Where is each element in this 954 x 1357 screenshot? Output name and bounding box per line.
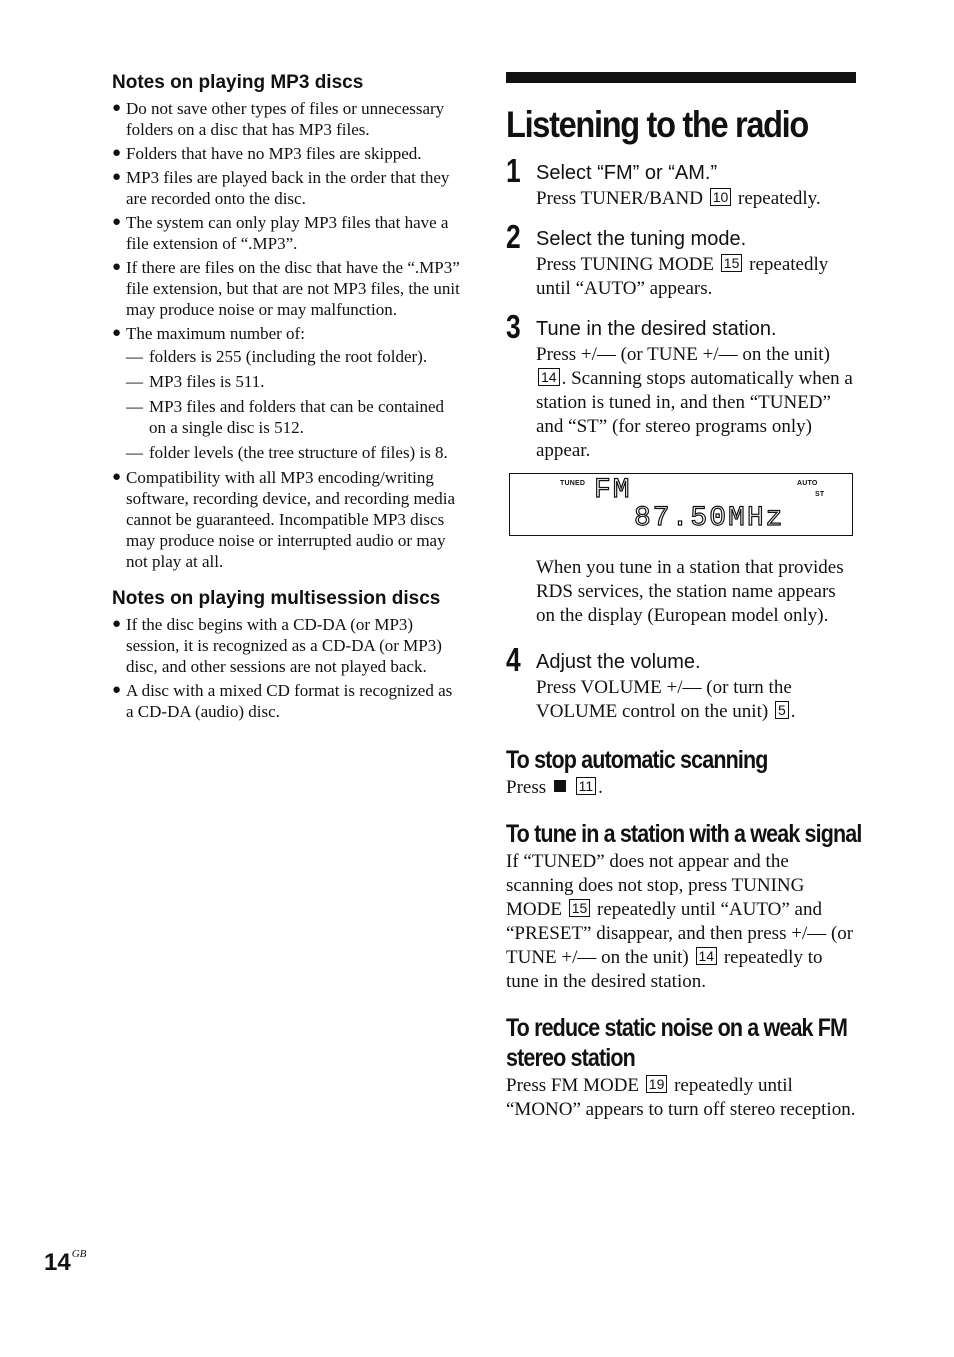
rds-note: When you tune in a station that provides RDS services, the station name appears on the display (European model only). (536, 557, 844, 626)
static-noise-heading-line2: stereo station (506, 1044, 635, 1072)
multisession-notes-heading: Notes on playing multisession discs (112, 588, 441, 609)
tuned-indicator: TUNED (560, 480, 586, 487)
region-code: GB (71, 1248, 87, 1260)
sub-list-item: — folder levels (the tree structure of files) is 8. (126, 443, 448, 462)
step-heading: Select “FM” or “AM.” (536, 162, 718, 184)
list-item: ● Folders that have no MP3 files are skipped. (112, 144, 422, 163)
right-column (506, 72, 862, 1142)
stereo-indicator: ST (815, 491, 825, 498)
sub-list-item: — MP3 files is 511. (126, 372, 265, 391)
control-ref-badge: 19 (646, 1075, 668, 1093)
stop-scanning-heading: To stop automatic scanning (506, 746, 768, 774)
dash-icon: — (126, 347, 143, 366)
stop-icon (554, 780, 566, 792)
step-3 (506, 308, 856, 628)
list-item: ● If the disc begins with a CD-DA (or MP3) session, it is recognized as a CD-DA (or MP3) disc, and other sessions are not played back. (112, 615, 442, 676)
list-item: ● Do not save other types of files or unnecessary folders on a disc that has MP3 files. (112, 99, 445, 139)
static-noise-heading-line1: To reduce static noise on a weak FM (506, 1014, 848, 1042)
bullet-icon: ● (112, 469, 122, 485)
bullet-icon: ● (112, 100, 122, 116)
list-item: ● The system can only play MP3 files that have a file extension of “.MP3”. (112, 213, 449, 253)
list-item: ● A disc with a mixed CD format is recognized as a CD-DA (audio) disc. (112, 681, 453, 721)
bullet-icon: ● (112, 169, 122, 185)
list-item: ● The maximum number of: — folders is 255 (including the root folder). — MP3 files is 511. — MP3 files and folders that can be contained on a single disc is 512. — folder levels (the tree structure of files) is 8. (112, 323, 464, 463)
dash-icon: — (126, 443, 143, 462)
control-ref-badge: 11 (576, 777, 597, 795)
step-number: 4 (506, 641, 521, 678)
list-item: ● Compatibility with all MP3 encoding/writing software, recording device, and recording media cannot be guaranteed. Incompatible MP3 discs may produce noise or interrupted audio or may not play at all. (112, 468, 455, 571)
bullet-icon: ● (112, 145, 122, 161)
left-column (112, 72, 464, 725)
sub-list-item: — folders is 255 (including the root folder). (126, 347, 428, 366)
radio-display-illustration (509, 473, 853, 536)
control-ref-badge: 14 (538, 368, 560, 386)
page-title: Listening to the radio (506, 104, 808, 145)
list-item: ● MP3 files are played back in the order that they are recorded onto the disc. (112, 168, 450, 208)
list-item: ● If there are files on the disc that have the “.MP3” file extension, but that are not MP3 files, the unit may produce noise or may malfunction. (112, 258, 460, 319)
step-body: Press TUNER/BAND 10 repeatedly. (536, 188, 821, 209)
control-ref-badge: 15 (569, 899, 591, 917)
auto-indicator: AUTO (797, 480, 818, 487)
bullet-icon: ● (112, 616, 122, 632)
multisession-notes-list (112, 614, 464, 722)
dash-icon: — (126, 397, 143, 416)
step-2 (506, 218, 856, 301)
static-noise-body: Press FM MODE 19 repeatedly until “MONO” appears to turn off stereo reception. (506, 1075, 856, 1120)
control-ref-badge: 5 (775, 701, 789, 719)
control-ref-badge: 15 (721, 254, 743, 272)
page-number: $14^{GB}$ (44, 1248, 87, 1276)
stop-scanning-body: Press 11 . (506, 777, 603, 798)
band-readout: FM (594, 475, 632, 506)
step-4 (506, 641, 856, 724)
step-1 (506, 152, 856, 211)
sub-list-item: — MP3 files and folders that can be contained on a single disc is 512. (126, 397, 445, 437)
step-number: 1 (506, 152, 521, 189)
bullet-icon: ● (112, 214, 122, 230)
step-number: 3 (506, 308, 521, 345)
step-body: Press VOLUME +/— (or turn the VOLUME control on the unit) 5 . (536, 677, 796, 722)
mp3-notes-list (112, 98, 464, 572)
control-ref-badge: 14 (696, 947, 718, 965)
step-body: Press +/— (or TUNE +/— on the unit) 14 . Scanning stops automatically when a station is tuned in, and then “TUNED” and “ST” (for stereo programs only) appear. (536, 344, 853, 461)
max-number-sublist (126, 346, 464, 463)
weak-signal-heading: To tune in a station with a weak signal (506, 820, 862, 848)
frequency-readout: 87.50MHz (634, 503, 785, 534)
control-ref-badge: 10 (710, 188, 732, 206)
bullet-icon: ● (112, 682, 122, 698)
title-rule (506, 72, 856, 83)
step-heading: Adjust the volume. (536, 651, 701, 673)
bullet-icon: ● (112, 325, 122, 341)
dash-icon: — (126, 372, 143, 391)
step-body: Press TUNING MODE 15 repeatedly until “AUTO” appears. (536, 254, 829, 299)
bullet-icon: ● (112, 259, 122, 275)
step-number: 2 (506, 218, 521, 255)
step-heading: Tune in the desired station. (536, 318, 777, 340)
mp3-notes-heading: Notes on playing MP3 discs (112, 72, 364, 93)
step-heading: Select the tuning mode. (536, 228, 747, 250)
weak-signal-body: If “TUNED” does not appear and the scanning does not stop, press TUNING MODE 15 repeatedly until “AUTO” and “PRESET” disappear, and then press +/— (or TUNE +/— on the unit) 14 repeatedly to tune in the desired station. (506, 851, 854, 992)
